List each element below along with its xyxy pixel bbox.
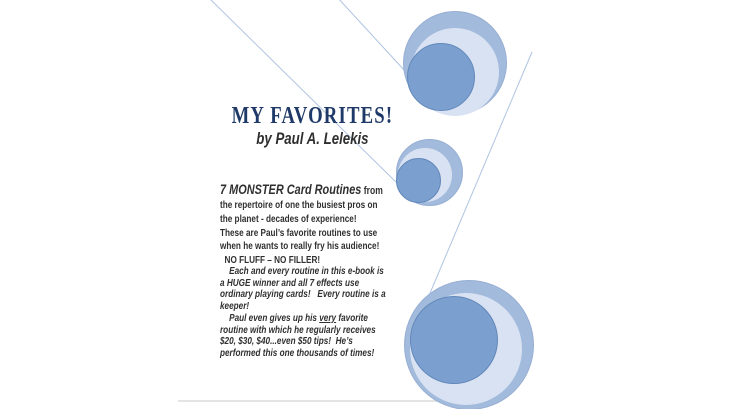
cover-text-column bbox=[220, 103, 405, 373]
circle-inner bbox=[410, 296, 498, 384]
text-line: routine with which he regularly receives bbox=[220, 323, 376, 336]
cover-bottom-edge bbox=[0, 409, 740, 416]
underline-line-pre: Paul even gives up his bbox=[220, 311, 320, 324]
circle-inner bbox=[407, 43, 475, 111]
text-line: $20, $30, $40...even $50 tips! He’s bbox=[220, 335, 353, 348]
body-lines-2 bbox=[220, 325, 405, 360]
text-line: These are Paul’s favorite routines to use bbox=[220, 226, 378, 239]
text-line: performed this one thousands of times! bbox=[220, 346, 375, 359]
text-line: a HUGE winner and all 7 effects use bbox=[220, 276, 360, 289]
intro-heading bbox=[220, 182, 405, 199]
underline-line bbox=[220, 313, 405, 325]
text-line: the repertoire of one the busiest pros on bbox=[220, 199, 378, 211]
text-line: keeper! bbox=[220, 300, 250, 313]
text-line: ordinary playing cards! Every routine is a bbox=[220, 288, 386, 301]
text-line: NO FLUFF – NO FILLER! bbox=[220, 254, 321, 267]
cover-byline: by Paul A. Lelekis bbox=[256, 129, 369, 148]
intro-heading-suffix: from bbox=[361, 185, 383, 197]
text-line: when he wants to really fry his audience! bbox=[220, 240, 380, 253]
body-paragraph bbox=[220, 266, 405, 360]
body-lines-1 bbox=[220, 266, 405, 313]
underline-line-post: favorite bbox=[336, 311, 368, 324]
intro-lines bbox=[220, 199, 405, 268]
text-line: Each and every routine in this e-book is bbox=[220, 265, 384, 277]
cover-title: MY FAVORITES! bbox=[231, 103, 394, 129]
text-line: the planet - decades of experience! bbox=[220, 212, 357, 225]
intro-paragraph bbox=[220, 182, 405, 268]
intro-heading-main: 7 MONSTER Card Routines bbox=[220, 181, 362, 197]
underlined-word: very bbox=[319, 311, 337, 324]
